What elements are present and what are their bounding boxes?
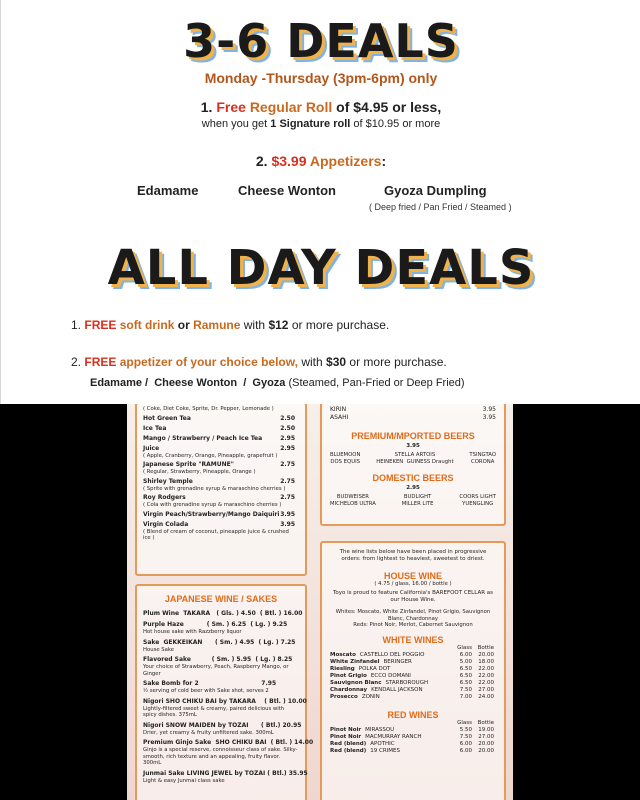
wine-name: 19 CRIMES xyxy=(370,747,400,754)
drink-item xyxy=(143,415,295,423)
ad1-ramune: Ramune xyxy=(193,318,241,332)
sake-name: Purple Haze ( Sm. ) 6.25 ( Lg. ) 9.25 xyxy=(143,621,288,628)
drink-name: Mango / Strawberry / Peach Ice Tea xyxy=(143,434,263,442)
deal-2-appetizers: Appetizers xyxy=(309,153,382,169)
wine-glass-price: 7.50 xyxy=(459,686,472,693)
sake-name: Junmai Sake LIVING JEWEL by TOZAI ( Btl.) 35.95 xyxy=(143,769,308,777)
deal-1-condition-bold: 1 Signature roll xyxy=(270,118,351,130)
wine-type: Moscato xyxy=(330,651,356,658)
wine-name: POLKA DOT xyxy=(358,665,391,672)
drink-price: 2.75 xyxy=(280,494,295,501)
deal-1-regular-roll: Regular Roll xyxy=(249,99,333,115)
drink-price: 2.75 xyxy=(280,477,295,485)
sake-item xyxy=(143,739,314,767)
wine-bottle-price: 22.00 xyxy=(478,665,494,672)
beer-column: BLUEMOON DOS EQUIS xyxy=(330,452,361,465)
wine-glass-price: 6.50 xyxy=(459,679,472,686)
wine-name: STARBOROUGH xyxy=(385,679,429,686)
drink-item xyxy=(143,461,295,476)
drink-price: 3.95 xyxy=(280,510,295,518)
sake-name: Sake Bomb for 2 7.95 xyxy=(143,680,277,687)
drink-name-row xyxy=(143,521,295,529)
sake-sub: House Sake xyxy=(143,646,175,653)
drink-name: Ice Tea xyxy=(143,424,167,432)
ad1-rest: or more purchase. xyxy=(291,318,390,332)
white-wines-title: WHITE WINES xyxy=(382,634,444,645)
wine-type: Red (blend) xyxy=(330,747,367,754)
beer-row xyxy=(330,406,496,414)
ad1-or: or xyxy=(177,318,190,332)
ad2-items: Edamame / Cheese Wonton / Gyoza xyxy=(90,377,286,389)
deal-2 xyxy=(1,153,640,169)
drink-name: Japanese Sprite "RAMUNE" xyxy=(143,461,234,468)
beer-price: 3.95 xyxy=(482,414,496,421)
sake-sub: ½ serving of cold beer with Sake shot, serves 2 xyxy=(143,688,269,694)
sake-name: Flavored Sake ( Sm. ) 5.95 ( Lg. ) 8.25 xyxy=(143,656,293,663)
gyoza-note: ( Deep fried / Pan Fried / Steamed ) xyxy=(369,202,512,212)
glass-label: Glass xyxy=(457,644,472,651)
sake-item xyxy=(143,769,308,785)
wine-glass-price: 6.00 xyxy=(459,740,472,747)
drink-name: Roy Rodgers xyxy=(143,494,186,501)
drink-name-row xyxy=(143,445,295,453)
ad1-with: with xyxy=(243,318,266,332)
drinks-list xyxy=(143,406,295,542)
drink-item xyxy=(143,445,295,460)
deal-1-free: Free xyxy=(216,99,246,115)
appetizer-gyoza: Gyoza Dumpling xyxy=(384,183,487,198)
drink-sub: ( Coke, Diet Coke, Sprite, Dr. Pepper, Lemonade ) xyxy=(143,406,274,412)
wine-bottle-price: 22.00 xyxy=(478,679,494,686)
deal-2-price: $3.99 xyxy=(271,153,307,169)
wine-row xyxy=(330,694,496,701)
beer-column: BUDWEISER MICHELOB ULTRA xyxy=(330,494,376,507)
house-reds: Reds: Pinot Noir, Merlot, Cabernet Sauvignon xyxy=(353,622,473,628)
sake-sub: Light & easy Junmai class sake xyxy=(143,777,225,784)
ad2-rest: or more purchase. xyxy=(349,355,447,369)
wine-type: Chardonnay xyxy=(330,686,368,693)
drink-name-row xyxy=(143,425,295,433)
wine-row xyxy=(330,741,496,748)
domestic-beers-list xyxy=(330,494,496,507)
ad2-amount: $30 xyxy=(326,355,347,369)
deal-1-condition-post: of $10.95 or more xyxy=(350,118,441,130)
wine-bottle-price: 22.00 xyxy=(478,672,494,679)
wine-row xyxy=(330,748,496,755)
sake-item xyxy=(143,697,307,719)
deal-2-colon: : xyxy=(381,153,387,169)
drink-name-row xyxy=(143,415,295,423)
sake-title: JAPANESE WINE / SAKES xyxy=(164,594,278,604)
sake-sub: Your choice of Strawberry, Peach, Raspberry Mango, or Ginger xyxy=(143,664,289,677)
premium-beers-title: PREMIUM/MPORTED BEERS xyxy=(351,431,475,441)
wine-bottle-price: 24.00 xyxy=(478,693,494,700)
beer-column: TSINGTAO CORONA xyxy=(469,452,496,465)
drink-item xyxy=(143,425,295,433)
beer-name: KIRIN xyxy=(330,406,347,413)
red-wines-title: RED WINES xyxy=(387,709,439,720)
sake-name: Plum Wine TAKARA ( Gls. ) 4.50 ( Btl. ) 16.00 xyxy=(143,610,303,617)
wine-type: Red (blend) xyxy=(330,740,367,747)
wine-bottle-price: 27.00 xyxy=(478,686,494,693)
wine-glass-price: 6.50 xyxy=(459,665,472,672)
drink-price: 3.95 xyxy=(280,520,295,528)
house-whites: Whites: Moscato, White Zinfandel, Pinot Grigio, Sauvignon Blanc, Chardonnay xyxy=(335,609,491,622)
wine-row xyxy=(330,666,496,673)
title-all-day-deals: ALL DAY DEALS xyxy=(107,240,535,296)
sake-item xyxy=(143,610,303,618)
beers-top-list xyxy=(330,406,496,422)
sake-item xyxy=(143,621,299,636)
ad1-soft-drink: soft drink xyxy=(119,318,175,332)
wine-bottle-price: 27.00 xyxy=(478,733,494,740)
ad2-appetizer: appetizer of your choice below, xyxy=(119,355,298,369)
wine-list-panel xyxy=(320,541,506,800)
wine-glass-price: 6.50 xyxy=(459,672,472,679)
wine-glass-price: 6.00 xyxy=(459,747,472,754)
wine-row xyxy=(330,680,496,687)
wine-type: Riesling xyxy=(330,665,355,672)
red-wines-list xyxy=(330,727,496,755)
beers-panel xyxy=(320,404,506,526)
domestic-price: 2.95 xyxy=(406,485,420,491)
wine-name: KENDALL JACKSON xyxy=(371,686,423,693)
sake-panel xyxy=(135,584,314,800)
drink-item xyxy=(143,494,295,509)
sake-name: Premium Ginjo Sake SHO CHIKU BAI ( Btl. ) 14.00 xyxy=(143,739,314,746)
wine-name: BERINGER xyxy=(383,658,412,665)
drink-sub: ( Apple, Cranberry, Orange, Pineapple, grapefruit ) xyxy=(143,452,278,459)
wine-row xyxy=(330,659,496,666)
wine-bottle-price: 18.00 xyxy=(478,658,494,665)
drink-name-row xyxy=(143,435,295,443)
wine-bottle-price: 19.00 xyxy=(478,726,494,733)
wine-name: ZONIN xyxy=(361,693,380,700)
wine-row xyxy=(330,734,496,741)
wine-glass-price: 6.00 xyxy=(459,651,472,658)
wine-bottle-price: 20.00 xyxy=(478,740,494,747)
sake-name: Nigori SNOW MAIDEN by TOZAI ( Btl.) 20.95 xyxy=(143,721,302,729)
sake-item xyxy=(143,680,299,695)
appetizer-cheese-wonton: Cheese Wonton xyxy=(238,183,336,198)
sake-item xyxy=(143,721,302,737)
wine-type: Pinot Noir xyxy=(330,733,362,740)
wine-glass-price: 5.00 xyxy=(459,658,472,665)
red-wines-header xyxy=(330,720,496,727)
drink-price: 2.50 xyxy=(280,424,295,432)
wine-row xyxy=(330,687,496,694)
wine-type: Prosecco xyxy=(330,693,358,700)
wine-row xyxy=(330,673,496,680)
ad2-with: with xyxy=(301,355,323,369)
beer-name: ASAHI xyxy=(330,414,349,421)
drink-item xyxy=(143,511,295,519)
drink-item xyxy=(143,406,295,413)
white-wines-list xyxy=(330,652,496,701)
menu-paper xyxy=(127,404,513,800)
sake-name: Sake GEKKEIKAN ( Sm. ) 4.95 ( Lg. ) 7.25 xyxy=(143,638,296,646)
drink-name: Shirley Temple xyxy=(143,477,193,485)
wine-glass-price: 7.00 xyxy=(459,693,472,700)
drink-name-row xyxy=(143,461,295,469)
house-wine-price: ( 4.75 / glass, 16.00 / bottle ) xyxy=(374,581,452,587)
sake-sub: Drier, yet creamy & fruity unfiltered sake. 300mL xyxy=(143,729,274,736)
drink-name: Virgin Peach/Strawberry/Mango Daiquiri xyxy=(143,510,280,518)
wine-type: White Zinfandel xyxy=(330,658,380,665)
sake-item xyxy=(143,639,299,654)
drink-item xyxy=(143,521,295,542)
deal-1-number: 1. xyxy=(200,99,213,115)
premium-beers-list xyxy=(330,452,496,465)
ad1-amount: $12 xyxy=(268,318,289,332)
appetizer-edamame: Edamame xyxy=(137,183,199,198)
sake-sub: Hot house sake with Razzberry liquor xyxy=(143,629,242,635)
beer-row xyxy=(330,414,496,422)
sake-name: Nigori SHO CHIKU BAI by TAKARA ( Btl. ) 10.00 xyxy=(143,697,307,705)
drink-item xyxy=(143,435,295,443)
wine-name: APOTHIC xyxy=(370,740,395,747)
bottle-label: Bottle xyxy=(477,644,494,651)
premium-price: 3.95 xyxy=(406,443,420,449)
house-wine-title: HOUSE WINE xyxy=(383,571,442,581)
white-wines-header xyxy=(330,645,496,652)
drink-name-row xyxy=(143,511,295,519)
ad2-free: FREE xyxy=(84,355,117,369)
drink-price: 2.95 xyxy=(280,434,295,442)
wine-type: Pinot Noir xyxy=(330,726,362,733)
drink-name-row xyxy=(143,478,295,486)
wine-name: CASTELLO DEL POGGIO xyxy=(359,651,425,658)
domestic-beers-title: DOMESTIC BEERS xyxy=(372,473,454,483)
glass-label: Glass xyxy=(457,719,472,726)
ad1-number: 1. xyxy=(71,318,82,332)
wine-list-note: The wine lists below have been placed in progressive orders: from lightest to heaviest, sweetest to driest. xyxy=(339,549,487,562)
deal-1-condition-pre: when you get xyxy=(201,118,271,130)
title-3-6-deals: 3-6 DEALS xyxy=(183,14,459,68)
drink-sub: ( Sprite with grenadine syrup & maraschino cherries ) xyxy=(143,485,286,492)
house-wine-desc: Toyo is proud to feature California's BAREFOOT CELLAR as our House Wine. xyxy=(332,590,494,603)
drink-price: 2.75 xyxy=(280,461,295,468)
drink-sub: ( Regular, Strawberry, Pineapple, Orange ) xyxy=(143,469,256,475)
drink-price: 2.50 xyxy=(280,414,295,422)
wine-name: MACMURRAY RANCH xyxy=(365,733,422,740)
beer-column: BUDLIGHT MILLER LITE xyxy=(401,494,434,507)
ad2-number: 2. xyxy=(71,355,82,369)
ad2-appetizer-list xyxy=(90,377,465,389)
drink-price: 2.95 xyxy=(280,444,295,452)
sake-list xyxy=(143,610,314,784)
wine-bottle-price: 20.00 xyxy=(478,747,494,754)
wine-type: Sauvignon Blanc xyxy=(330,679,382,686)
wine-glass-price: 5.50 xyxy=(459,726,472,733)
sake-sub: Lightly-filtered sweet & creamy, paired delicious with spicy dishes. 375mL xyxy=(143,705,285,718)
wine-name: MIRASSOU xyxy=(365,726,395,733)
wine-row xyxy=(330,727,496,734)
all-day-deal-1 xyxy=(71,318,389,332)
deal-2-number: 2. xyxy=(255,153,268,169)
sake-item xyxy=(143,656,299,677)
deal-days: Monday -Thursday (3pm-6pm) only xyxy=(204,70,438,86)
drink-name: Hot Green Tea xyxy=(143,414,191,422)
sake-sub: Ginjo is a special reserve, connoisseur class of sake. Silky-smooth, rich texture and an appealing, fruity flavor. 300mL xyxy=(143,747,298,766)
beer-column: STELLA ARTOIS HEINEKEN GUINESS Draught xyxy=(376,452,454,465)
ad1-free: FREE xyxy=(84,318,117,332)
wine-name: ECCO DOMANI xyxy=(370,672,411,679)
drink-item xyxy=(143,478,295,493)
drink-name: Virgin Colada xyxy=(143,520,189,528)
deal-1 xyxy=(1,99,640,115)
drink-sub: ( Cola with grenadine syrup & maraschino cherries ) xyxy=(143,502,282,508)
deal-1-rest: of $4.95 or less, xyxy=(336,99,442,115)
wine-row xyxy=(330,652,496,659)
all-day-deal-2 xyxy=(71,355,447,369)
drink-name-row xyxy=(143,494,295,502)
drink-sub: ( Blend of cream of coconut, pineapple juice & crushed ice ) xyxy=(143,528,289,541)
wine-glass-price: 7.50 xyxy=(459,733,472,740)
beer-price: 3.95 xyxy=(482,406,496,413)
beer-column: COORS LIGHT YUENGLING xyxy=(459,494,496,507)
drinks-panel xyxy=(135,404,307,576)
drink-name: Juice xyxy=(143,444,160,452)
deal-1-condition xyxy=(1,118,640,130)
bottle-label: Bottle xyxy=(477,719,494,726)
wine-bottle-price: 20.00 xyxy=(478,651,494,658)
menu-photo xyxy=(0,404,640,800)
ad2-note: (Steamed, Pan-Fried or Deep Fried) xyxy=(288,377,465,389)
wine-type: Pinot Grigio xyxy=(330,672,367,679)
